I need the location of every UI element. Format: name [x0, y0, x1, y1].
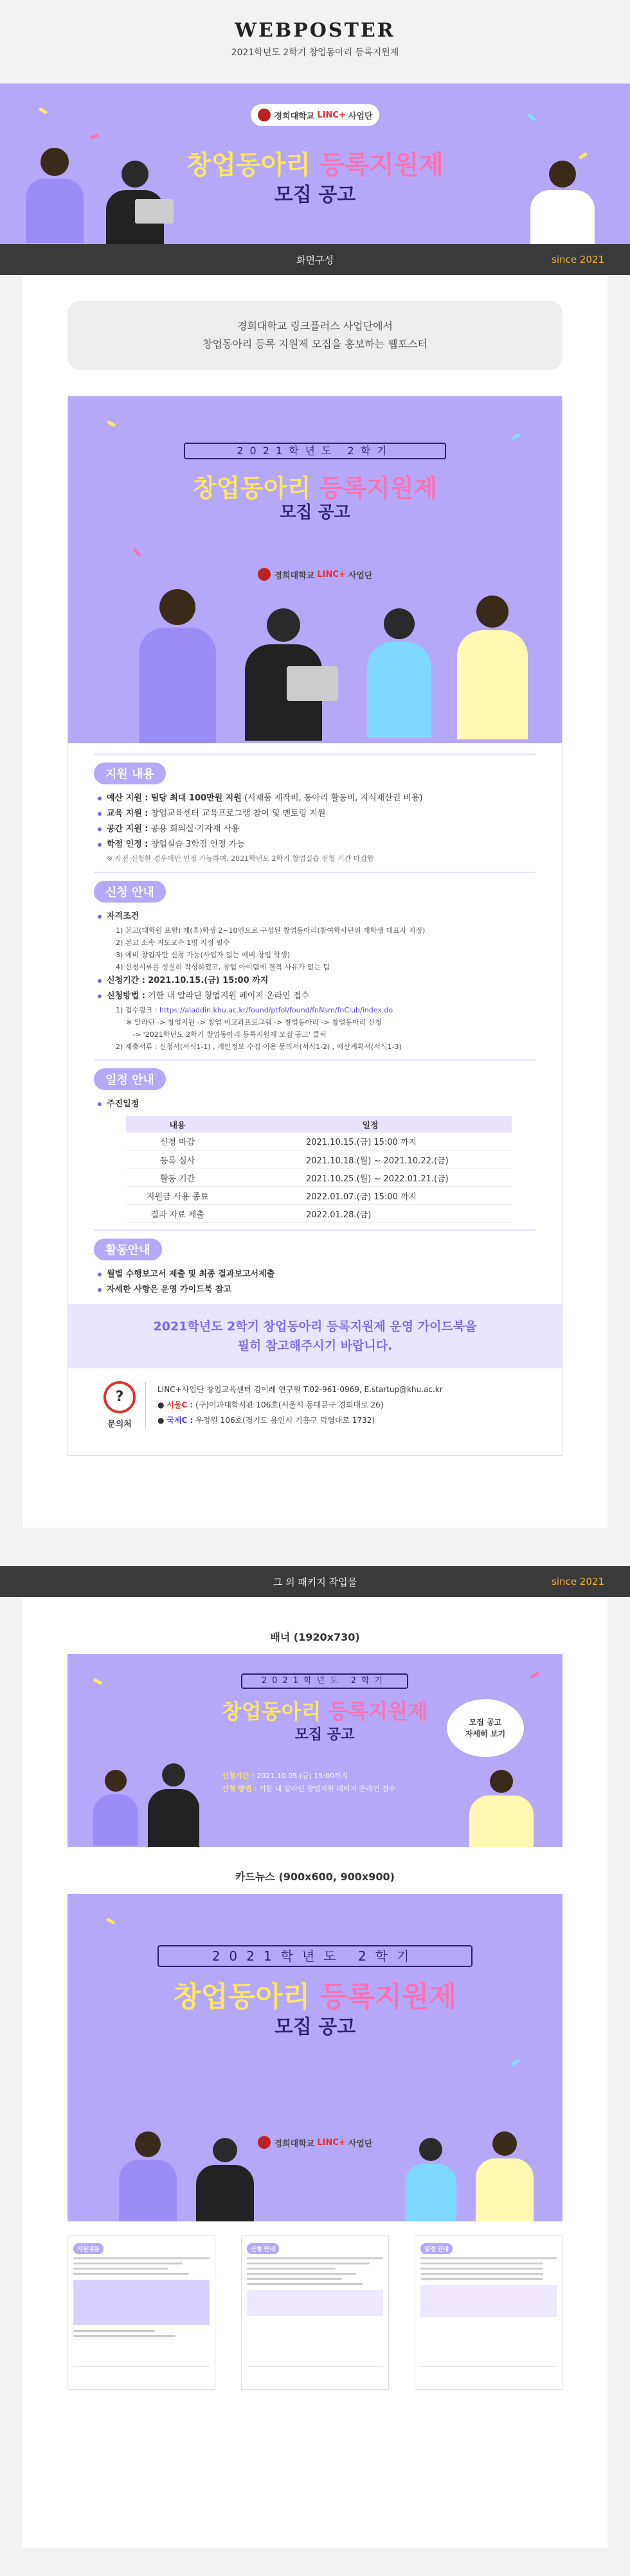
table-row: 지원금 사용 종료 2022.01.07.(금) 15:00 까지 — [126, 1187, 512, 1204]
cardnews-preview — [68, 1894, 562, 2221]
poster-title: 창업동아리 등록지원제 — [192, 474, 438, 502]
documents-line: 2) 제출서류 : 신청서(서식1-1) , 개인정보 수집·이용 동의서(서식1-2) , 예산계획서(서식1-3) — [116, 1043, 402, 1051]
cardnews-heading: 카드뉴스 (900x600, 900x900) — [235, 1871, 395, 1883]
banner-title: 창업동아리 등록지원제 — [221, 1699, 428, 1724]
person-illustration-left — [119, 2131, 177, 2221]
since-label: since 2021 — [552, 1576, 604, 1587]
support-section — [94, 754, 536, 865]
university-seal-icon — [258, 109, 271, 121]
confetti — [511, 2059, 521, 2066]
confetti — [106, 1918, 116, 1925]
person-illustration-left — [139, 589, 216, 743]
linc-logo: 경희대학교 LINC+ 사업단 — [251, 104, 379, 126]
poster-header — [68, 396, 562, 743]
linc-logo: 경희대학교 LINC+ 사업단 — [251, 2131, 379, 2153]
more-bubble[interactable]: 모집 공고 자세히 보기 — [447, 1699, 524, 1757]
condition-item: 3) 예비 창업자만 신청 가능(사업자 없는 예비 창업 학생) — [116, 951, 290, 959]
person-illustration-laptop — [145, 1763, 203, 1847]
condition-item: 2) 본교 소속 지도교수 1명 지정 필수 — [116, 939, 230, 947]
confetti — [93, 1678, 103, 1685]
question-icon: ? — [104, 1381, 136, 1413]
person-illustration-cheer — [364, 608, 435, 743]
section-title: 활동안내 — [94, 1239, 162, 1260]
banner-info: 신청기간 : 2021.10.05.(금) 15:00까지 신청 방법 : 기한 내 알라딘 창업지원 페이지 온라인 접수 — [222, 1772, 396, 1793]
section-label: 그 외 패키지 작업물 — [273, 1576, 357, 1588]
schedule-table — [126, 1116, 512, 1223]
person-illustration-left — [26, 148, 84, 244]
list-item: 주진일정 — [94, 1097, 536, 1112]
apply-link[interactable]: https://aladdin.khu.ac.kr/found/ptfol/found/fnNsm/fnClub/index.do — [159, 1006, 393, 1014]
note: ※ 알라딘 -> 창업지원 -> 창업 비교과프로그램 -> 창업동아리 -> 창업동아리 신청 — [126, 1018, 382, 1027]
banner-subtitle: 모집 공고 — [294, 1727, 355, 1743]
contact-line: ● 국제C : 우정원 106호(경기도 용인시 기흥구 덕영대로 1732) — [158, 1416, 375, 1425]
list-item: 학점 인정 : 창업실습 3학점 인정 가능 — [94, 837, 536, 852]
list-item: 공간 지원 : 공용 회의실·기자재 사용 — [94, 822, 536, 837]
page-header — [0, 0, 630, 84]
person-illustration-right — [454, 595, 531, 743]
cardnews-thumb-support[interactable]: 지원내용 — [68, 2236, 215, 2390]
poster — [68, 396, 562, 1456]
section-bar-screen — [0, 244, 630, 275]
activity-section — [94, 1230, 536, 1298]
confetti — [527, 113, 536, 121]
banner-heading: 배너 (1920x730) — [270, 1631, 360, 1643]
table-row: 결과 자료 제출 2022.01.28.(금) — [126, 1204, 512, 1222]
person-illustration-right — [466, 1770, 537, 1847]
laptop-icon — [135, 199, 174, 224]
spacer — [0, 1528, 630, 1566]
card-title: 창업동아리 등록지원제 — [173, 1981, 457, 2013]
column-header: 내용 — [126, 1116, 229, 1133]
schedule-section — [94, 1059, 536, 1223]
top-banner — [0, 84, 630, 244]
cardnews-thumb-schedule[interactable]: 일정 안내 — [415, 2236, 562, 2390]
linc-logo: 경희대학교 LINC+ 사업단 — [251, 563, 379, 585]
page-title: WEBPOSTER — [235, 19, 395, 42]
person-illustration-laptop — [96, 161, 174, 244]
confetti — [530, 1672, 540, 1679]
laptop-icon — [287, 666, 338, 701]
contact-section — [94, 1368, 536, 1442]
list-item: 자격조건 — [94, 909, 536, 924]
table-row: 신청 마감 2021.10.15.(금) 15:00 까지 — [126, 1133, 512, 1151]
confetti — [512, 433, 521, 440]
section-title: 일정 안내 — [94, 1068, 166, 1090]
person-illustration-right — [527, 161, 598, 244]
contact-label-block — [94, 1381, 145, 1429]
university-seal-icon — [258, 568, 271, 581]
list-item: 월별 수행보고서 제출 및 최종 결과보고서제출 — [94, 1267, 536, 1282]
hero-subtitle: 모집 공고 — [274, 184, 356, 206]
confetti — [133, 548, 141, 557]
description-box: 경희대학교 링크플러스 사업단에서 창업동아리 등록 지원제 모집을 홍보하는 웹포스터 — [68, 301, 562, 370]
note: ※ 사전 신청한 경우에만 인정 가능하며, 2021학년도 2학기 창업실습 신청 기간 마감함 — [107, 854, 374, 863]
column-header: 일정 — [229, 1116, 512, 1133]
banner-preview — [68, 1654, 562, 1847]
poster-body — [68, 743, 562, 1455]
cardnews-thumbnails — [68, 2236, 562, 2390]
list-item: 예산 지원 : 팀당 최대 100만원 지원 (시제품 제작비, 동아리 활동비, 지식재산권 비용) — [94, 791, 536, 806]
hero-title: 창업동아리 등록지원제 — [186, 150, 444, 180]
section-title: 신청 안내 — [94, 881, 166, 903]
section-title: 지원 내용 — [94, 763, 166, 784]
table-row: 활동 기간 2021.10.25.(월) ~ 2022.01.21.(금) — [126, 1169, 512, 1187]
list-item: 자세한 사항은 운영 가이드북 참고 — [94, 1282, 536, 1298]
section-bar-package — [0, 1566, 630, 1597]
list-item: 신청방법 : 기한 내 알라딘 창업지원 페이지 온라인 접수 — [94, 989, 536, 1004]
cardnews-thumb-apply[interactable]: 신청 안내 — [241, 2236, 389, 2390]
card-subtitle: 모집 공고 — [274, 2016, 356, 2038]
apply-link-line: 1) 접수링크 : https://aladdin.khu.ac.kr/found/ptfol/found/fnNsm/fnClub/index.do — [116, 1006, 393, 1014]
contact-label: 문의처 — [107, 1419, 132, 1429]
screen-panel — [22, 275, 608, 1528]
person-illustration-right — [473, 2131, 537, 2221]
apply-section — [94, 872, 536, 1053]
contact-line: LINC+사업단 창업교육센터 김이레 연구원 T.02-961-0969, E.startup@khu.ac.kr — [158, 1385, 443, 1394]
confetti — [39, 107, 48, 114]
person-illustration-laptop — [190, 2138, 260, 2221]
package-panel — [22, 1597, 608, 2548]
person-illustration-laptop — [229, 608, 338, 743]
section-label: 화면구성 — [296, 254, 334, 266]
contact-details — [145, 1382, 443, 1428]
page-subtitle: 2021학년도 2학기 창업동아리 등록지원제 — [231, 48, 399, 58]
contact-line: ● 서울C : (구)이과대학서관 106호(서울시 동대문구 경희대로 26) — [158, 1400, 384, 1409]
confetti — [107, 420, 116, 427]
poster-subtitle: 모집 공고 — [280, 503, 350, 522]
condition-item: 1) 본교(대학원 포함) 재(휴)학생 2~10인으로 구성된 창업동아리(참여학사단위 재학생 대표자 지정) — [116, 926, 426, 935]
list-item: 교육 지원 : 창업교육센터 교육프로그램 참여 및 멘토링 지원 — [94, 806, 536, 822]
poster-year: 2021학년도 2학기 — [184, 443, 446, 459]
banner-year: 2021학년도 2학기 — [241, 1673, 408, 1689]
guidebook-notice: 2021학년도 2학기 창업동아리 등록지원제 운영 가이드북을 필히 참고해주시기 바랍니다. — [68, 1304, 562, 1368]
card-year: 2021학년도 2학기 — [158, 1945, 473, 1967]
person-illustration-left — [93, 1770, 138, 1847]
table-row: 등록 심사 2021.10.18.(월) ~ 2021.10.22.(금) — [126, 1151, 512, 1169]
since-label: since 2021 — [552, 254, 604, 265]
condition-item: 4) 신청서류를 성실히 작성하였고, 창업 아이템에 결격 사유가 없는 팀 — [116, 963, 330, 971]
person-illustration-cheer — [402, 2138, 460, 2221]
confetti — [90, 134, 100, 139]
list-item: 신청기간 : 2021.10.15.(금) 15:00 까지 — [94, 973, 536, 989]
note: -> '2021학년도 2학기 창업동아리 등록지원제 모집 공고' 클릭 — [132, 1030, 327, 1039]
